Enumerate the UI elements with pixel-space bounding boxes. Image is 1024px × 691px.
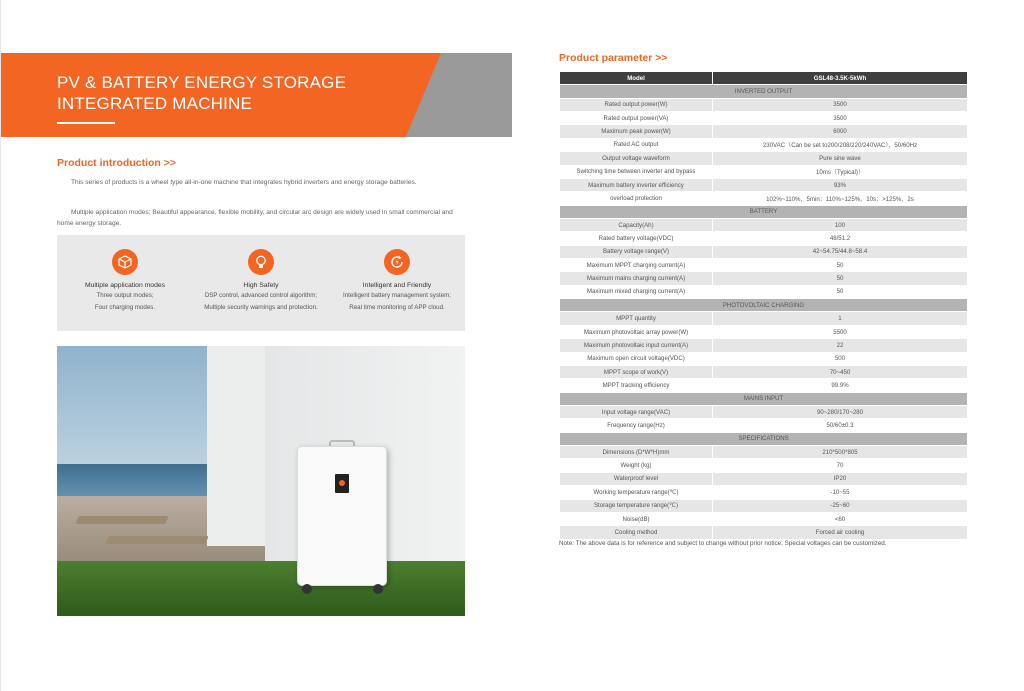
table-row (560, 125, 968, 138)
param-value: 210*500*805 (713, 446, 968, 459)
product-scene-image (57, 346, 465, 616)
bulb-icon (248, 249, 274, 275)
section-label: INVERTED OUTPUT (560, 85, 968, 98)
table-row (560, 352, 968, 365)
table-row (560, 232, 968, 245)
table-row (560, 325, 968, 338)
param-value: -10~55 (713, 486, 968, 499)
param-value: 6000 (713, 125, 968, 138)
param-label: Waterproof level (560, 472, 713, 485)
param-label: Maximum mains charging current(A) (560, 272, 713, 285)
param-value: IP20 (713, 472, 968, 485)
table-row (560, 218, 968, 231)
param-value: 100 (713, 218, 968, 231)
feature-multiple-modes (57, 249, 193, 312)
table-row (560, 312, 968, 325)
param-label: Rated output power(VA) (560, 112, 713, 125)
table-section-row (560, 205, 968, 218)
table-section-row (560, 85, 968, 98)
param-label: Working temperature range(℃) (560, 486, 713, 499)
param-label: Maximum battery inverter efficiency (560, 178, 713, 191)
feature-desc-2: Real time monitoring of APP cloud. (349, 303, 445, 311)
feature-title: Intelligent and Friendly (362, 282, 432, 289)
feature-desc-2: Multiple security warnings and protection. (204, 303, 318, 311)
product-parameter-heading: Product parameter >> (559, 52, 668, 64)
table-section-row (560, 392, 968, 405)
param-label: Rated output power(W) (560, 98, 713, 111)
cube-icon (112, 249, 138, 275)
product-introduction-heading: Product introduction >> (57, 157, 177, 169)
intro-paragraph-1: This series of products is a wheel type all-in-one machine that integrates hybrid inverters and energy storage batteries. (71, 179, 417, 186)
param-label: Maximum open circuit voltage(VDC) (560, 352, 713, 365)
param-value: 50 (713, 272, 968, 285)
param-value: 10ms（Typical)） (713, 165, 968, 178)
model-value: GSL48-3.5K-5kWh (713, 72, 968, 85)
scene-pillar (207, 346, 265, 546)
table-row (560, 285, 968, 298)
table-row (560, 446, 968, 459)
table-row (560, 165, 968, 178)
feature-desc-1: Three output modes; (96, 292, 154, 299)
table-row (560, 178, 968, 191)
param-label: Noise(dB) (560, 512, 713, 525)
param-label: Capacity(Ah) (560, 218, 713, 231)
param-label: Input voltage range(VAC) (560, 405, 713, 418)
param-value: 42~54.75/44.8~58.4 (713, 245, 968, 258)
param-value: 70 (713, 459, 968, 472)
param-value: 50 (713, 259, 968, 272)
unit-wheel (302, 584, 312, 594)
parameter-table-body (560, 85, 968, 539)
feature-title: High Safety (243, 282, 279, 289)
param-label: Storage temperature range(℃) (560, 499, 713, 512)
param-value: 102%~110%，5min；110%~125%，10s；>125%，2s (713, 192, 968, 205)
table-row (560, 459, 968, 472)
param-label: overload protection (560, 192, 713, 205)
param-label: Switching time between inverter and bypass (560, 165, 713, 178)
table-row (560, 245, 968, 258)
table-row (560, 192, 968, 205)
section-label: PHOTOVOLTAIC CHARGING (560, 299, 968, 312)
table-header-row (560, 72, 968, 85)
param-label: Rated AC output (560, 138, 713, 151)
feature-intelligent (329, 249, 465, 312)
parameter-table (559, 71, 968, 540)
param-value: 50 (713, 285, 968, 298)
feature-desc-2: Four charging modes. (94, 303, 156, 311)
table-row (560, 272, 968, 285)
section-label: SPECIFICATIONS (560, 432, 968, 445)
section-label: BATTERY (560, 205, 968, 218)
param-label: Maximum photovoltaic input current(A) (560, 339, 713, 352)
param-value: 5500 (713, 325, 968, 338)
banner-title-line2: INTEGRATED MACHINE (57, 94, 253, 113)
param-value: Forced air cooling (713, 526, 968, 539)
table-row (560, 138, 968, 151)
table-row (560, 365, 968, 378)
param-label: Maximum MPPT charging current(A) (560, 259, 713, 272)
param-label: Maximum photovoltaic array power(W) (560, 325, 713, 338)
banner-title (57, 72, 387, 114)
param-label: Output voltage waveform (560, 152, 713, 165)
param-value: 99.9% (713, 379, 968, 392)
param-value: 93% (713, 178, 968, 191)
param-value: 230VAC（Can be set to200/208/220/240VAC），50/60Hz (713, 138, 968, 151)
param-value: 500 (713, 352, 968, 365)
table-row (560, 152, 968, 165)
param-label: MPPT quantity (560, 312, 713, 325)
table-note: Note: The above data is for reference and subject to change without prior notice. Special voltages can be customized. (559, 540, 887, 547)
feature-desc-1: DSP control, advanced control algorithm; (204, 292, 318, 299)
model-label: Model (560, 72, 713, 85)
param-label: Dimensions (D*W*H)mm (560, 446, 713, 459)
param-value: 3500 (713, 112, 968, 125)
param-label: Rated battery voltage(VDC) (560, 232, 713, 245)
table-row (560, 339, 968, 352)
banner-title-line1: PV & BATTERY ENERGY STORAGE (57, 73, 347, 92)
table-row (560, 499, 968, 512)
table-row (560, 379, 968, 392)
features-panel (57, 235, 465, 331)
table-row (560, 512, 968, 525)
param-label: Battery voltage range(V) (560, 245, 713, 258)
param-label: Weight (kg) (560, 459, 713, 472)
param-label: Frequency range(Hz) (560, 419, 713, 432)
table-row (560, 486, 968, 499)
param-label: Maximum mixed charging current(A) (560, 285, 713, 298)
param-value: 22 (713, 339, 968, 352)
param-value: 3500 (713, 98, 968, 111)
banner-underline (57, 122, 115, 124)
table-section-row (560, 432, 968, 445)
intro-paragraph-2: Multiple application modes; Beautiful appearance, flexible mobility, and circular arc design are widely used in small commercial and home energy storage. (57, 209, 453, 227)
param-label: Maximum peak power(W) (560, 125, 713, 138)
scene-lounger (75, 516, 169, 524)
param-value: 50/60±0.3 (713, 419, 968, 432)
param-label: Cooling method (560, 526, 713, 539)
table-row (560, 405, 968, 418)
feature-desc-1: Intelligent battery management system; (343, 292, 451, 299)
scene-lounger (105, 536, 209, 544)
table-row (560, 526, 968, 539)
storage-unit (297, 446, 387, 586)
param-value: 90~280/170~280 (713, 405, 968, 418)
param-value: 70~450 (713, 365, 968, 378)
scene-grass (57, 561, 465, 616)
param-value: 1 (713, 312, 968, 325)
param-value: -25~60 (713, 499, 968, 512)
param-label: MPPT scope of work(V) (560, 365, 713, 378)
param-label: MPPT tracking efficiency (560, 379, 713, 392)
table-row (560, 472, 968, 485)
table-row (560, 259, 968, 272)
unit-display (335, 474, 349, 493)
param-value: Pure sine wave (713, 152, 968, 165)
table-section-row (560, 299, 968, 312)
table-row (560, 112, 968, 125)
table-row (560, 98, 968, 111)
param-value: <60 (713, 512, 968, 525)
refresh-icon (384, 249, 410, 275)
param-value: 48/51.2 (713, 232, 968, 245)
unit-wheel (373, 584, 383, 594)
feature-high-safety (193, 249, 329, 312)
feature-title: Multiple application modes (84, 282, 166, 289)
section-label: MAINS INPUT (560, 392, 968, 405)
table-row (560, 419, 968, 432)
